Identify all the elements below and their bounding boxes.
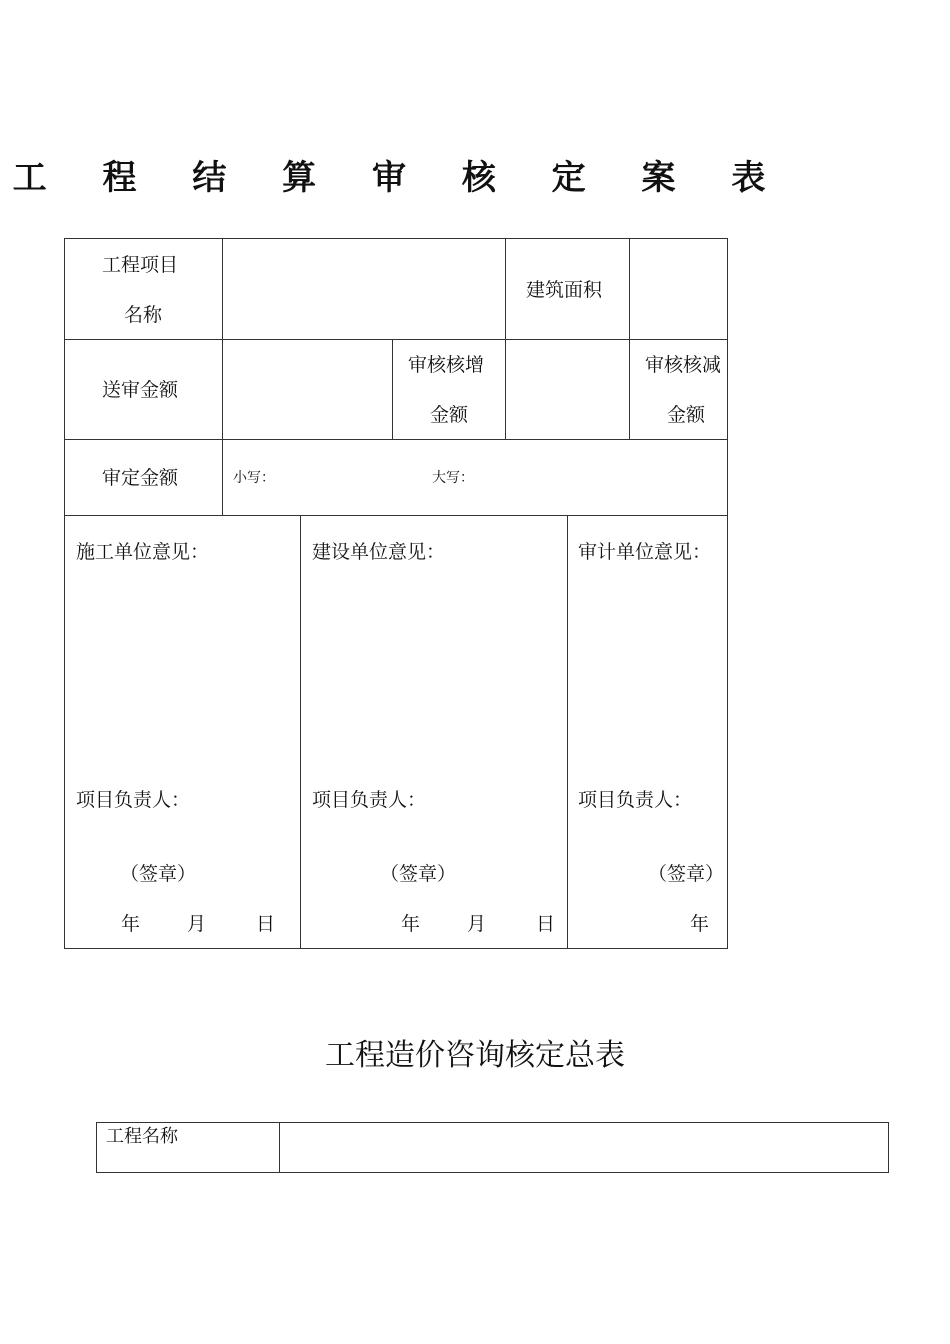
table-row-divider xyxy=(64,515,728,516)
table-col-divider xyxy=(222,238,223,516)
audit-year-label: 年 xyxy=(690,913,710,935)
form2-title: 工程造价咨询核定总表 xyxy=(325,1038,625,1073)
audit-increase-label-line2: 金额 xyxy=(430,404,469,426)
table-col-divider xyxy=(392,339,393,440)
table-border-right xyxy=(727,238,728,949)
owner-unit-opinion-heading: 建设单位意见： xyxy=(312,541,446,563)
project-name-label-line1: 工程项目 xyxy=(102,254,179,276)
table-col-divider xyxy=(629,238,630,440)
lowercase-label: 小写： xyxy=(233,470,275,486)
construction-month-label: 月 xyxy=(187,913,207,935)
table-col-divider xyxy=(505,238,506,440)
audit-decrease-label-line1: 审核核减 xyxy=(645,354,722,376)
table-col-divider xyxy=(567,515,568,949)
audit-increase-label-line1: 审核核增 xyxy=(408,354,485,376)
owner-year-label: 年 xyxy=(401,913,421,935)
form2-project-name-label: 工程名称 xyxy=(106,1126,178,1147)
owner-manager-label: 项目负责人： xyxy=(312,789,427,811)
construction-manager-label: 项目负责人： xyxy=(76,789,191,811)
audit-unit-opinion-heading: 审计单位意见： xyxy=(578,541,712,563)
building-area-label: 建筑面积 xyxy=(526,279,603,301)
approved-amount-label: 审定金额 xyxy=(102,467,179,489)
table-col-divider xyxy=(300,515,301,949)
form2-border-bottom xyxy=(96,1172,889,1173)
table-border-left xyxy=(64,238,65,949)
project-name-label-line2: 名称 xyxy=(124,304,163,326)
owner-seal-label: （签章） xyxy=(380,863,457,885)
form2-border-right xyxy=(888,1122,889,1173)
owner-month-label: 月 xyxy=(467,913,487,935)
table-border-bottom xyxy=(64,948,728,949)
form2-border-left xyxy=(96,1122,97,1173)
construction-day-label: 日 xyxy=(256,913,276,935)
construction-unit-opinion-heading: 施工单位意见： xyxy=(76,541,210,563)
audit-manager-label: 项目负责人： xyxy=(578,789,693,811)
construction-year-label: 年 xyxy=(121,913,141,935)
submitted-amount-label: 送审金额 xyxy=(102,379,179,401)
audit-seal-label: （签章） xyxy=(648,863,725,885)
form1-title: 工 程 结 算 审 核 定 案 表 xyxy=(12,158,788,198)
form2-border-top xyxy=(96,1122,889,1123)
form2-col-divider xyxy=(279,1122,280,1173)
uppercase-label: 大写： xyxy=(432,470,474,486)
construction-seal-label: （签章） xyxy=(120,863,197,885)
owner-day-label: 日 xyxy=(536,913,556,935)
audit-decrease-label-line2: 金额 xyxy=(667,404,706,426)
